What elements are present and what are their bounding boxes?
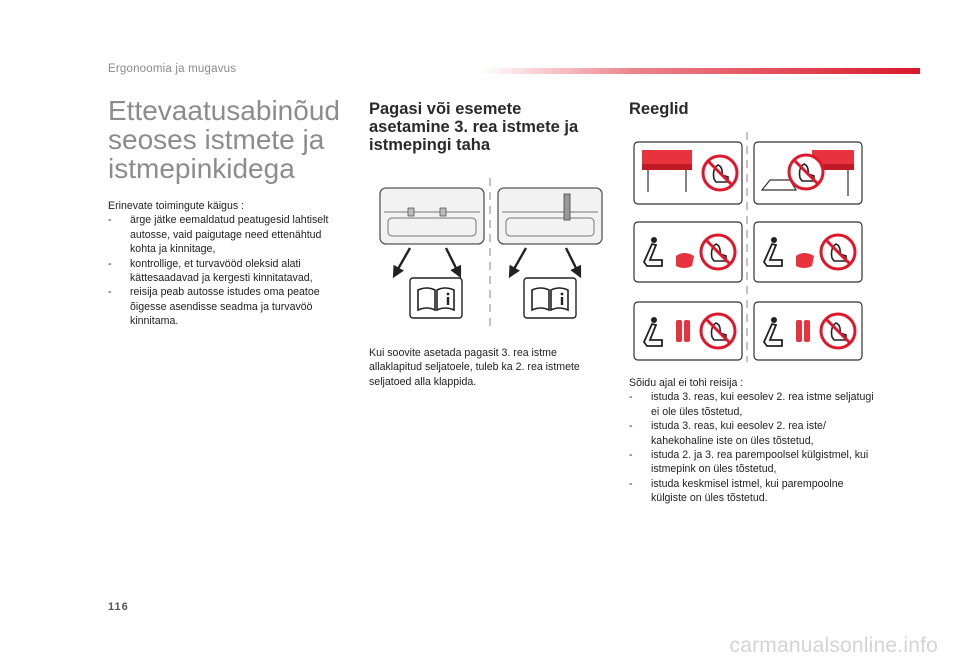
prohibition-icon (701, 235, 735, 269)
list-item: - istuda 3. reas, kui eesolev 2. rea istme seljatugi ei ole üles tõstetud, (629, 391, 874, 418)
list-item: - istuda 3. reas, kui eesolev 2. rea iste/ kahekohaline iste on üles tõstetud, (629, 420, 826, 447)
seat-folded-figure-2 (498, 188, 602, 318)
luggage-section-title: Pagasi või esemete asetamine 3. rea istmete ja istmepingi taha (369, 100, 579, 154)
title-line: istmepinkidega (108, 153, 295, 184)
watermark: carmanualsonline.info (729, 634, 938, 657)
list-item: - istuda 2. ja 3. rea parempoolsel külgistmel, kui istmepink on üles tõstetud, (629, 449, 869, 476)
section-header: Ergonoomia ja mugavus (108, 63, 237, 75)
title-line: seoses istmete ja (108, 124, 325, 155)
rules-section-title: Reeglid (629, 100, 689, 118)
rule-pictogram (754, 222, 862, 282)
luggage-text: Kui soovite asetada pagasit 3. rea istme allaklapitud seljatoele, tuleb ka 2. rea istmete seljatoed alla klappida. (369, 347, 580, 388)
prohibition-icon (789, 155, 823, 189)
rule-pictogram (634, 222, 742, 282)
rule-pictogram (634, 142, 742, 204)
prohibition-icon (703, 156, 737, 190)
rule-pictogram (634, 302, 742, 360)
title-line: Ettevaatusabinõud (108, 95, 340, 126)
manual-book-icon (410, 278, 462, 318)
list-item: - istuda keskmisel istmel, kui parempoolne külgiste on üles tõstetud. (629, 477, 844, 505)
page-number: 116 (108, 601, 129, 613)
list-item: - kontrollige, et turvavööd oleksid alati kättesaadavad ja kergesti kinnitatavad, (108, 257, 313, 285)
rule-pictogram (754, 142, 862, 204)
list-item: - ärge jätke eemaldatud peatugesid lahtiselt autosse, vaid paigutage need ettenähtud kohta ja kinnitage, (108, 214, 329, 256)
rule-pictogram (754, 302, 862, 360)
prohibition-icon (821, 314, 855, 348)
precautions-intro: Erinevate toimingute käigus : (108, 200, 245, 212)
seat-folded-figure (380, 188, 484, 318)
list-item: - reisija peab autosse istudes oma peatoe õigesse asendisse seadma ja turvavöö kinnitama. (108, 286, 320, 328)
prohibition-icon (701, 314, 735, 348)
prohibition-icon (821, 235, 855, 269)
rules-intro: Sõidu ajal ei tohi reisija : (629, 377, 744, 389)
manual-book-icon (524, 278, 576, 318)
